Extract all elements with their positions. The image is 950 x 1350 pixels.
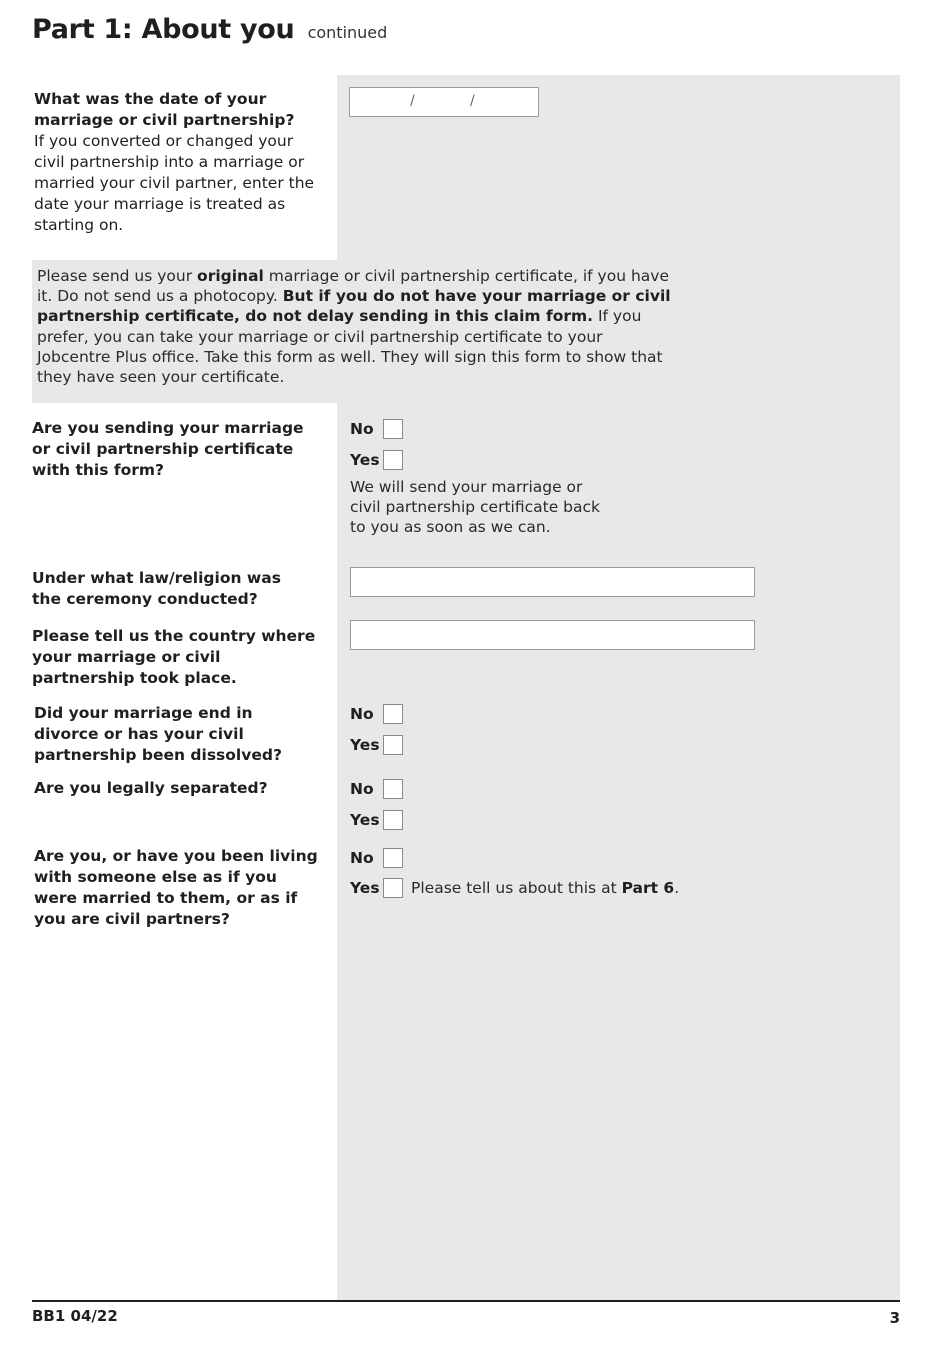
notice-bold-original: original (197, 267, 264, 285)
certificate-question: Are you sending your marriage or civil partnership certificate with this form? (32, 419, 304, 479)
law-religion-question: Under what law/religion was the ceremony conducted? (32, 569, 281, 608)
law-religion-input[interactable] (350, 567, 755, 597)
living-note-prefix: Please tell us about this at (411, 879, 622, 897)
certificate-yes-label: Yes (350, 451, 380, 469)
footer-divider (32, 1300, 900, 1302)
living-note-part-ref: Part 6 (621, 879, 675, 897)
living-yes-label: Yes (350, 879, 380, 897)
form-code: BB1 04/22 (32, 1307, 118, 1325)
marriage-date-help: If you converted or changed your civil partnership into a marriage or married your civil partner, enter the date your marriage is treated as starting on. (34, 132, 315, 234)
country-question: Please tell us the country where your marriage or civil partnership took place. (32, 627, 316, 687)
divorce-no-option[interactable] (350, 703, 403, 725)
divorce-question: Did your marriage end in divorce or has your civil partnership been dissolved? (34, 704, 282, 764)
living-yes-checkbox[interactable] (383, 878, 403, 898)
certificate-no-label: No (350, 420, 374, 438)
divorce-yes-option[interactable] (350, 734, 403, 756)
divorce-no-checkbox[interactable] (383, 704, 403, 724)
certificate-no-option[interactable] (350, 418, 403, 440)
page-title (32, 14, 387, 45)
separated-yes-option[interactable] (350, 809, 403, 831)
divorce-yes-label: Yes (350, 736, 380, 754)
marriage-date-question-text: What was the date of your marriage or civil partnership? (34, 90, 295, 129)
separated-question: Are you legally separated? (34, 779, 268, 797)
date-separator-2: / (470, 93, 475, 109)
answer-column-background (337, 75, 900, 1300)
notice-text-3: If you prefer, you can take your marriage or civil partnership certificate to your Jobcentre Plus office. Take this form as well. They will sign this form to show that they have seen your certificate. (37, 307, 663, 387)
certificate-return-help: We will send your marriage or civil partnership certificate back to you as soon as we can. (350, 478, 601, 537)
title-text: Part 1: About you (32, 14, 295, 45)
divorce-no-label: No (350, 705, 374, 723)
page-number: 3 (889, 1309, 900, 1327)
notice-bold-warning: But if you do not have your marriage or civil partnership certificate, do not delay sending in this claim form. (37, 287, 671, 326)
living-no-label: No (350, 849, 374, 867)
living-yes-note (411, 879, 679, 897)
country-input[interactable] (350, 620, 755, 650)
certificate-yes-option[interactable] (350, 449, 403, 471)
separated-no-checkbox[interactable] (383, 779, 403, 799)
certificate-no-checkbox[interactable] (383, 419, 403, 439)
notice-text-1: Please send us your (37, 267, 198, 285)
certificate-notice (37, 266, 677, 387)
separated-yes-label: Yes (350, 811, 380, 829)
date-separator-1: / (410, 93, 415, 109)
separated-yes-checkbox[interactable] (383, 810, 403, 830)
separated-no-option[interactable] (350, 778, 403, 800)
marriage-date-question (34, 89, 324, 236)
living-yes-option[interactable] (350, 877, 679, 899)
marriage-date-input[interactable] (349, 87, 539, 117)
notice-text-2: marriage or civil partnership certificate, if you have it. Do not send us a photocopy. (37, 267, 669, 306)
living-no-checkbox[interactable] (383, 848, 403, 868)
certificate-yes-checkbox[interactable] (383, 450, 403, 470)
separated-no-label: No (350, 780, 374, 798)
living-no-option[interactable] (350, 847, 403, 869)
living-note-suffix: . (674, 879, 680, 897)
title-subtitle: continued (307, 23, 388, 42)
divorce-yes-checkbox[interactable] (383, 735, 403, 755)
living-together-question: Are you, or have you been living with someone else as if you were married to them, or as if you are civil partners? (34, 847, 318, 928)
